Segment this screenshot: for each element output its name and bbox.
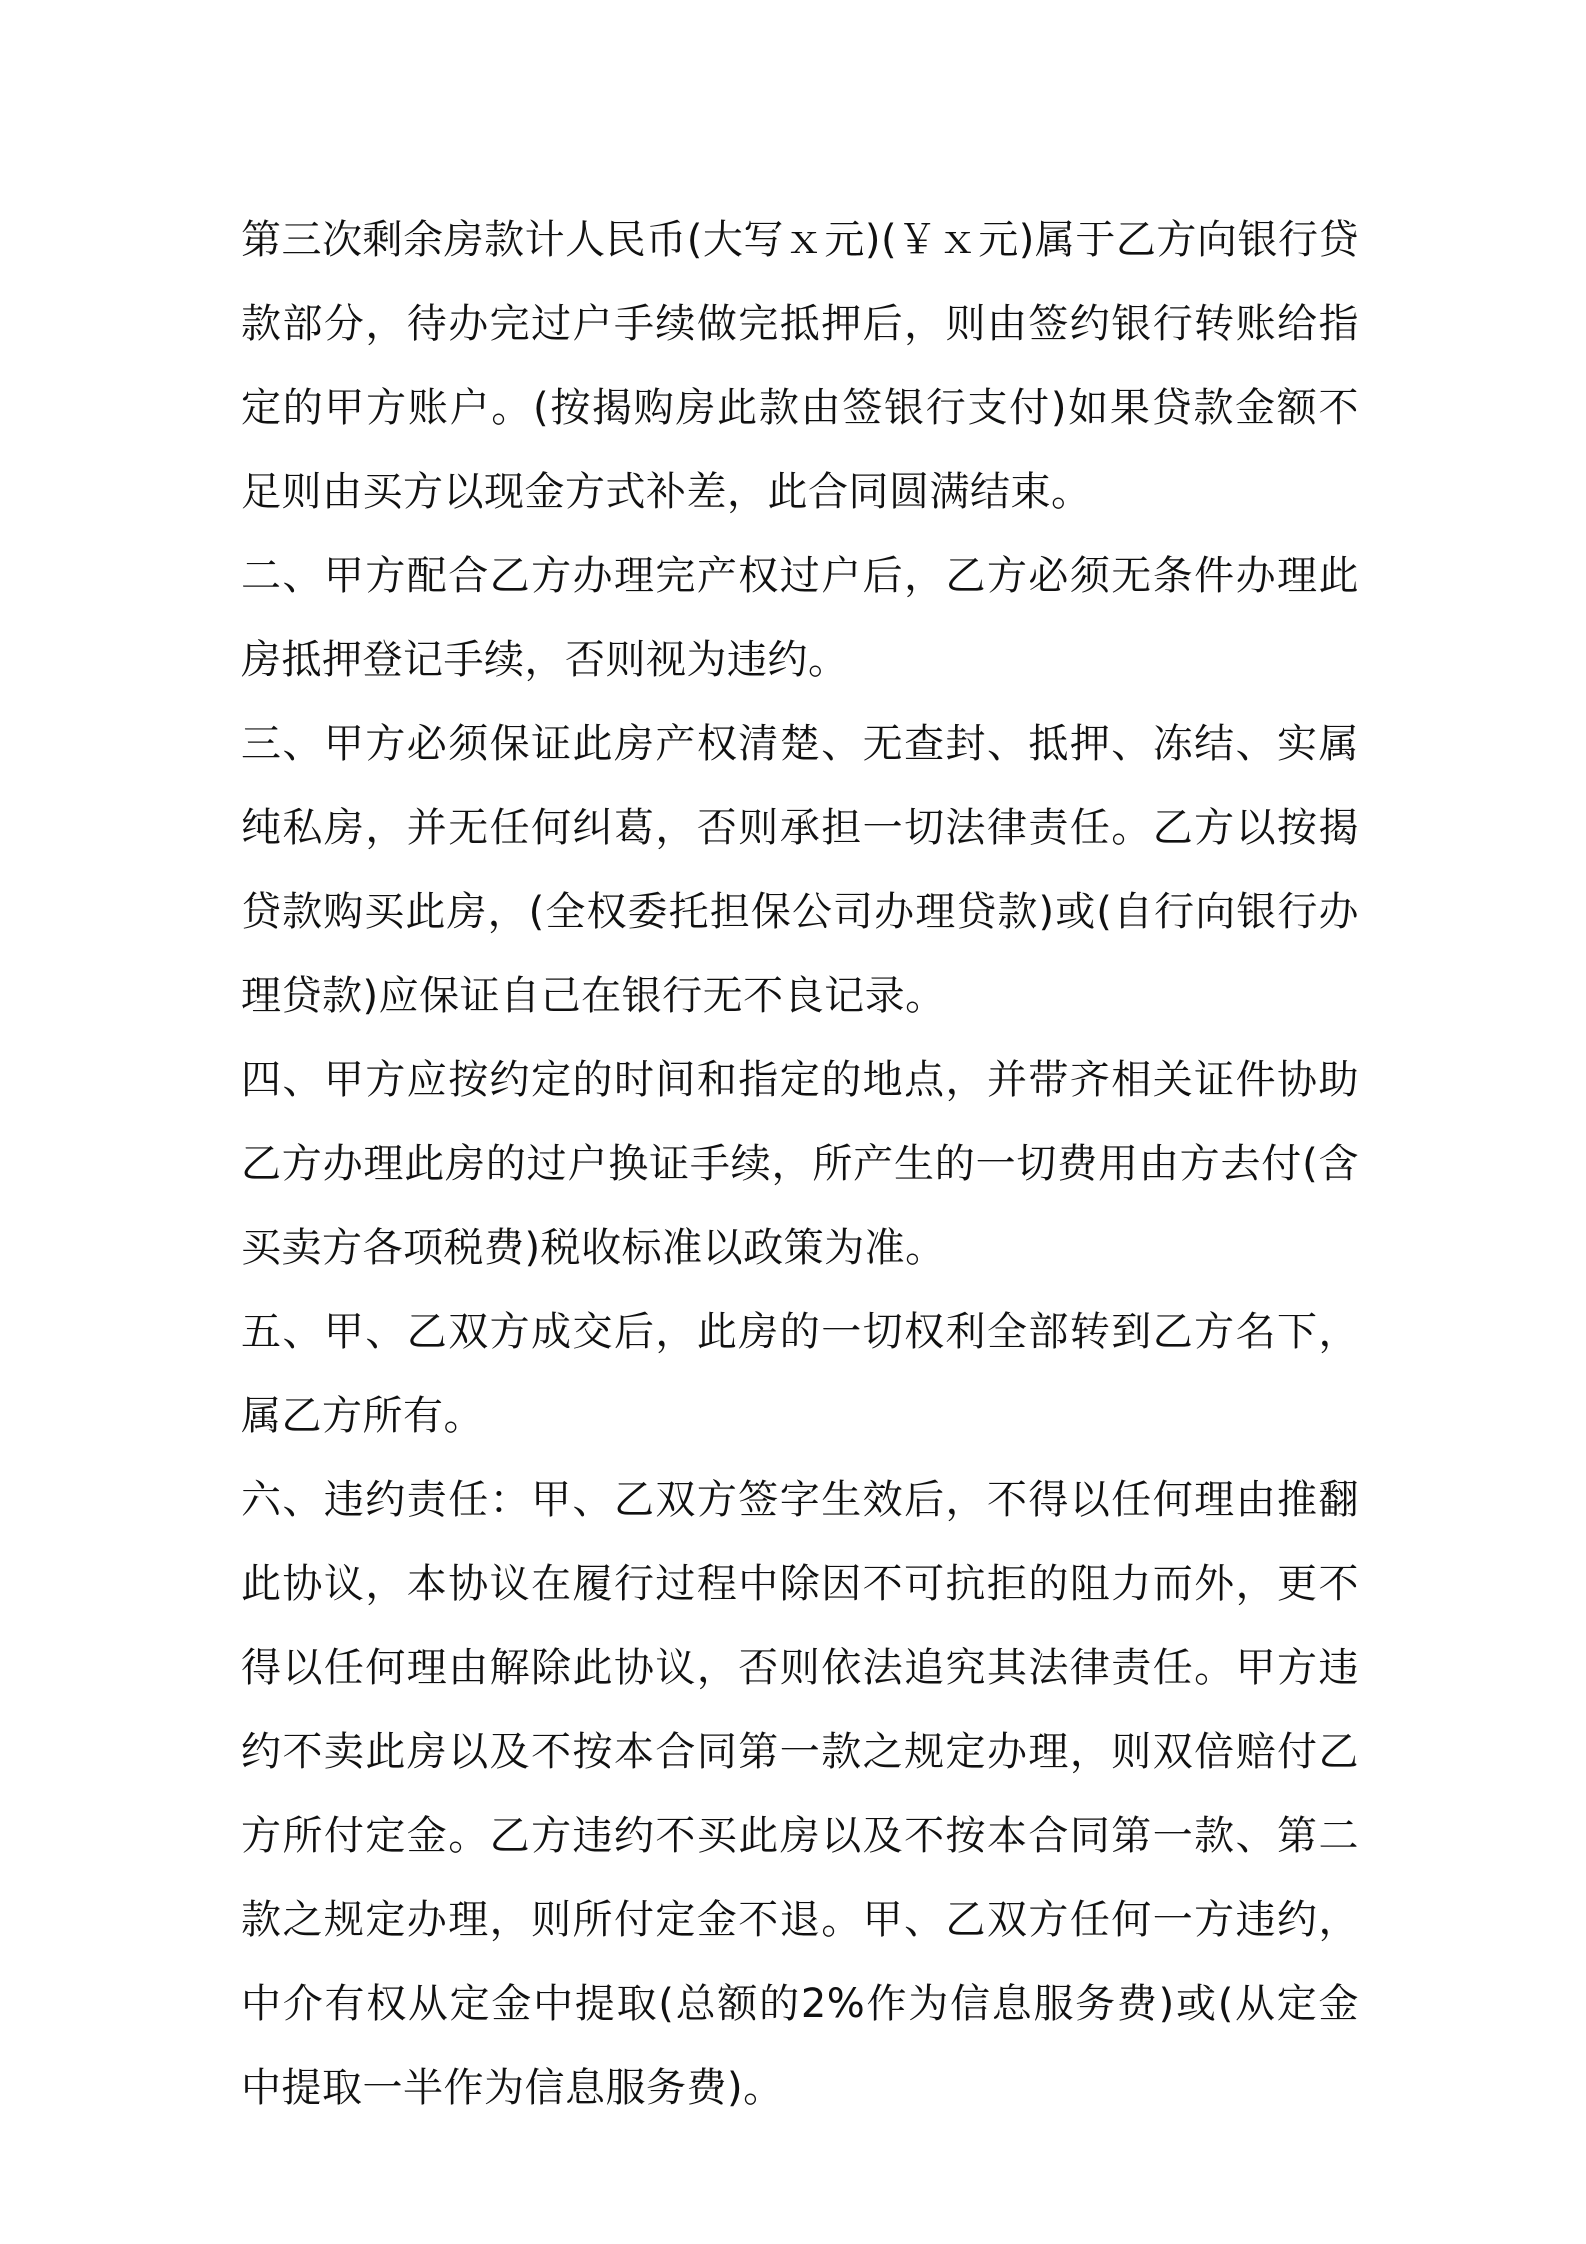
paragraph-clause-3-title-guarantee: 三、甲方必须保证此房产权清楚、无查封、抵押、冻结、实属纯私房，并无任何纠葛，否则承担一切法律责任。乙方以按揭贷款购买此房，(全权委托担保公司办理贷款)或(自行向银行办理贷款)应保证自己在银行无不良记录。: [241, 721, 1359, 1019]
paragraph-clause-6-breach-liability: 六、违约责任：甲、乙双方签字生效后，不得以任何理由推翻此协议，本协议在履行过程中除因不可抗拒的阻力而外，更不得以任何理由解除此协议，否则依法追究其法律责任。甲方违约不卖此房以及不按本合同第一款之规定办理，则双倍赔付乙方所付定金。乙方违约不买此房以及不按本合同第一款、第二款之规定办理，则所付定金不退。甲、乙双方任何一方违约，中介有权从定金中提取(总额的2%作为信息服务费)或(从定金中提取一半作为信息服务费)。: [241, 1477, 1359, 2111]
paragraph-remaining-payment: 第三次剩余房款计人民币(大写ｘ元)(￥ｘ元)属于乙方向银行贷款部分，待办完过户手续做完抵押后，则由签约银行转账给指定的甲方账户。(按揭购房此款由签银行支付)如果贷款金额不足则由买方以现金方式补差，此合同圆满结束。: [241, 217, 1359, 515]
paragraph-clause-4-transfer-procedures: 四、甲方应按约定的时间和指定的地点，并带齐相关证件协助乙方办理此房的过户换证手续，所产生的一切费用由方去付(含买卖方各项税费)税收标准以政策为准。: [241, 1057, 1359, 1271]
paragraph-clause-2-mortgage-registration: 二、甲方配合乙方办理完产权过户后，乙方必须无条件办理此房抵押登记手续，否则视为违约。: [241, 553, 1359, 683]
paragraph-clause-5-ownership: 五、甲、乙双方成交后，此房的一切权利全部转到乙方名下，属乙方所有。: [241, 1309, 1359, 1439]
contract-body: [241, 198, 1359, 2130]
